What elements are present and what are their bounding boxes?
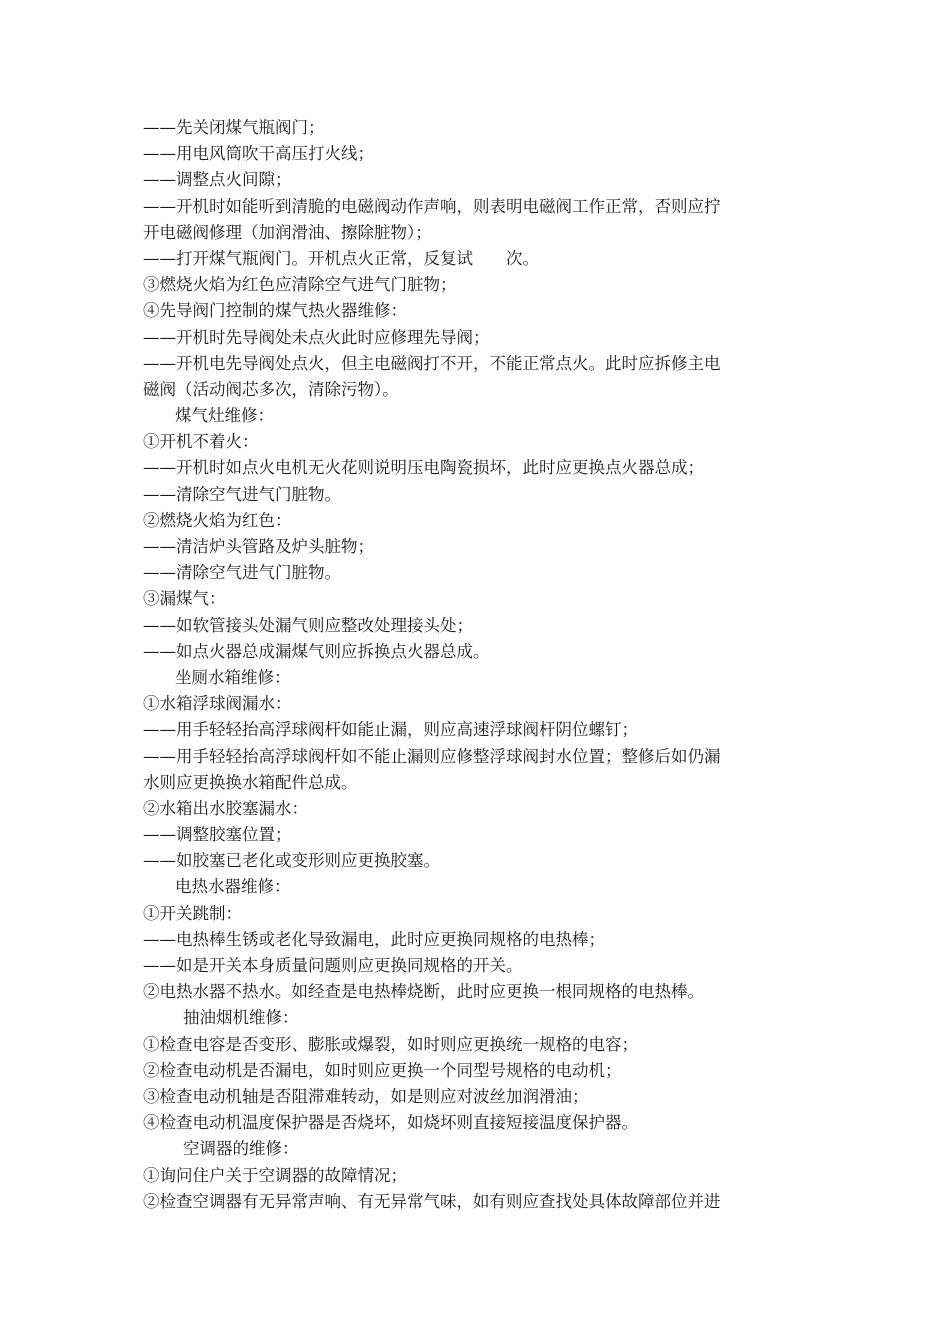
text-line: ③检查电动机轴是否阻滞难转动，如是则应对波丝加润滑油； [143, 1086, 589, 1106]
text-line: ③燃烧火焰为红色应清除空气进气门脏物； [143, 275, 457, 295]
text-line: ②水箱出水胶塞漏水： [143, 798, 308, 818]
text-line: ——用手轻轻抬高浮球阀杆如能止漏，则应高速浮球阀杆阴位螺钉； [143, 720, 638, 740]
text-line: ——如点火器总成漏煤气则应拆换点火器总成。 [143, 641, 490, 661]
section-heading: 电热水器维修： [175, 877, 291, 897]
text-line: ——开机时如点火电机无火花则说明压电陶瓷损坏，此时应更换点火器总成； [143, 458, 704, 478]
text-line: 水则应更换换水箱配件总成。 [143, 772, 358, 792]
text-line: ①开关跳制： [143, 903, 242, 923]
text-line: ①开机不着火： [143, 432, 259, 452]
text-line: ——开机时先导阀处未点火此时应修理先导阀； [143, 327, 490, 347]
text-line: ①水箱浮球阀漏水： [143, 694, 292, 714]
text-line: 磁阀（活动阀芯多次，清除污物）。 [143, 379, 399, 399]
section-heading: 坐厕水箱维修： [175, 667, 291, 687]
text-line: ——清除空气进气门脏物。 [143, 563, 341, 583]
section-heading: 空调器的维修： [183, 1139, 299, 1159]
text-line: ——打开煤气瓶阀门。开机点火正常，反复试 次。 [143, 248, 539, 268]
text-line: ——用手轻轻抬高浮球阀杆如不能止漏则应修整浮球阀封水位置；整修后如仍漏 [143, 746, 721, 766]
text-line: ②检查电动机是否漏电，如时则应更换一个同型号规格的电动机； [143, 1060, 622, 1080]
document-body [143, 115, 823, 1215]
text-line: ①检查电容是否变形、膨胀或爆裂，如时则应更换统一规格的电容； [143, 1034, 638, 1054]
text-line: ②燃烧火焰为红色： [143, 510, 292, 530]
section-heading: 煤气灶维修： [175, 406, 274, 426]
text-line: 开电磁阀修理（加润滑油、擦除脏物）； [143, 222, 432, 242]
text-line: ——电热棒生锈或老化导致漏电，此时应更换同规格的电热棒； [143, 929, 605, 949]
text-line: ——清除空气进气门脏物。 [143, 484, 341, 504]
text-line: ②检查空调器有无异常声响、有无异常气味，如有则应查找处具体故障部位并进 [143, 1191, 721, 1211]
text-line: ③漏煤气： [143, 589, 226, 609]
text-line: ④检查电动机温度保护器是否烧坏，如烧坏则直接短接温度保护器。 [143, 1113, 638, 1133]
text-line: ——开机时如能听到清脆的电磁阀动作声响，则表明电磁阀工作正常，否则应拧 [143, 196, 721, 216]
text-line: ——如是开关本身质量问题则应更换同规格的开关。 [143, 956, 523, 975]
text-line: ——用电风筒吹干高压打火线； [143, 144, 374, 164]
text-line: ——开机电先导阀处点火，但主电磁阀打不开，不能正常点火。此时应拆修主电 [143, 353, 721, 373]
text-line: ——如软管接头处漏气则应整改处理接头处； [143, 615, 473, 635]
text-line: ——先关闭煤气瓶阀门； [143, 118, 325, 137]
section-heading: 抽油烟机维修： [183, 1008, 299, 1028]
text-line: ——调整胶塞位置； [143, 825, 292, 845]
text-line: ——清洁炉头管路及炉头脏物； [143, 537, 374, 556]
text-line: ①询问住户关于空调器的故障情况； [143, 1165, 407, 1185]
text-line: ④先导阀门控制的煤气热火器维修： [143, 301, 407, 321]
text-line: ②电热水器不热水。如经查是电热棒烧断，此时应更换一根同规格的电热棒。 [143, 982, 704, 1002]
text-line: ——调整点火间隙； [143, 170, 292, 190]
text-line: ——如胶塞已老化或变形则应更换胶塞。 [143, 851, 440, 871]
